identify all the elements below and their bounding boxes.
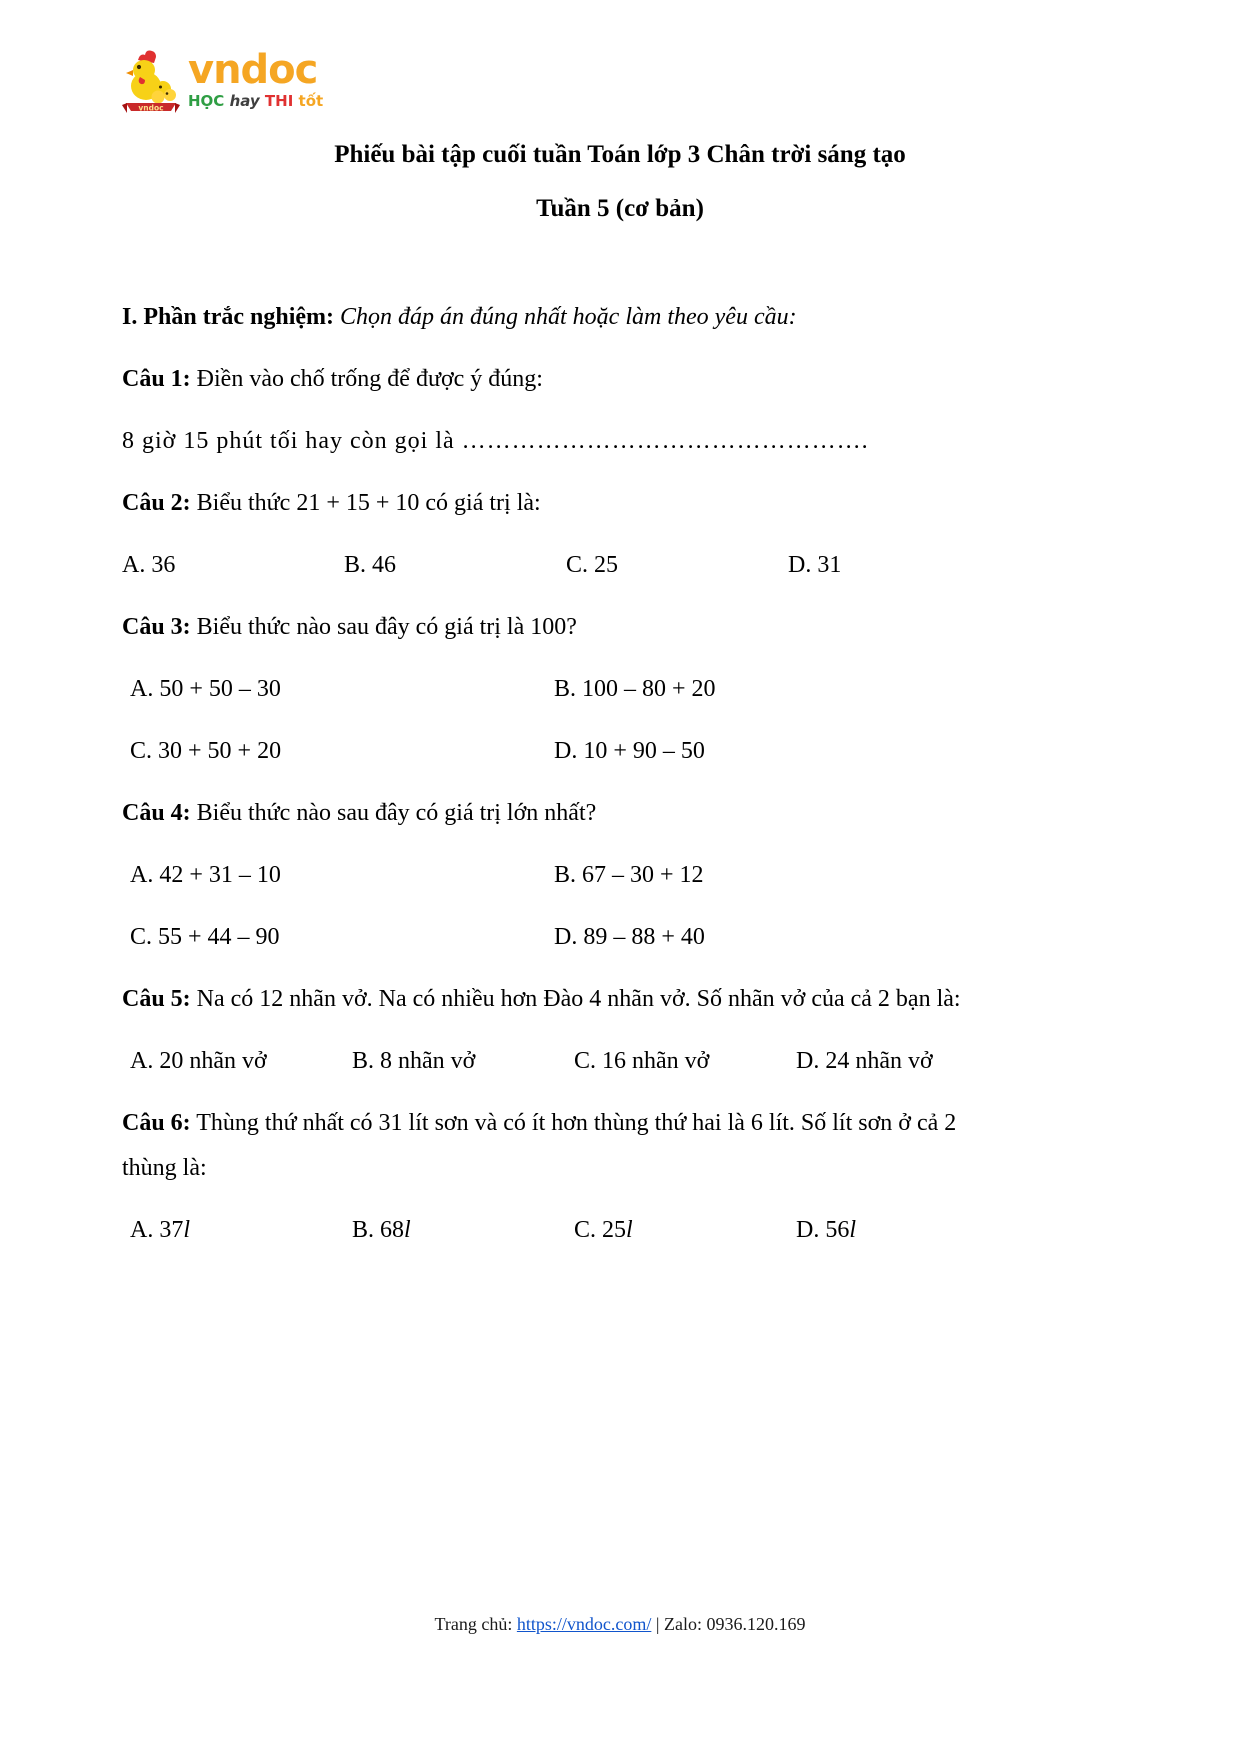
question-4-option-c[interactable]: C. 55 + 44 – 90 (130, 924, 280, 950)
footer-homepage-link[interactable]: https://vndoc.com/ (516, 1614, 652, 1634)
tagline-hay: hay (229, 92, 260, 110)
question-3-option-c[interactable]: C. 30 + 50 + 20 (130, 738, 282, 764)
question-6-option-c[interactable] (574, 1208, 796, 1253)
document-title: Phiếu bài tập cuối tuần Toán lớp 3 Chân trời sáng tạo (334, 141, 906, 168)
section-instruction: Chọn đáp án đúng nhất hoặc làm theo yêu cầu: (340, 304, 797, 330)
worksheet-body (122, 295, 1002, 1270)
question-6-option-a-unit: l (183, 1217, 191, 1243)
question-3-label: Câu 3: (122, 614, 191, 640)
logo-tagline (188, 92, 323, 110)
question-6-option-a-value: A. 37 (130, 1217, 184, 1243)
question-5-text: Na có 12 nhãn vở. Na có nhiều hơn Đào 4 nhãn vở. Số nhãn vở của cả 2 bạn là: (196, 986, 961, 1012)
question-6-text: Thùng thứ nhất có 31 lít sơn và có ít hơn thùng thứ hai là 6 lít. Số lít sơn ở cả 2 thùng là: (122, 1110, 957, 1181)
question-3-options-row-2 (122, 729, 1002, 774)
page-footer (0, 1612, 1240, 1636)
question-3-options-row-1 (122, 667, 1002, 712)
question-5-option-a[interactable]: A. 20 nhãn vở (130, 1048, 267, 1074)
question-3-option-a[interactable]: A. 50 + 50 – 30 (130, 676, 281, 702)
question-6 (122, 1101, 1002, 1191)
question-5-options (122, 1039, 1002, 1084)
question-2-option-c[interactable]: C. 25 (566, 552, 619, 578)
question-2-label: Câu 2: (122, 490, 191, 516)
question-4-label: Câu 4: (122, 800, 191, 826)
question-6-options (122, 1208, 1002, 1253)
footer-prefix: Trang chủ: (434, 1614, 517, 1634)
rooster-mascot-icon (120, 46, 182, 118)
svg-text:vndoc: vndoc (138, 103, 164, 113)
question-2-option-d[interactable]: D. 31 (788, 552, 842, 578)
section-label: I. Phần trắc nghiệm: (122, 304, 334, 330)
question-5-option-c[interactable]: C. 16 nhãn vở (574, 1048, 710, 1074)
question-4-option-b[interactable]: B. 67 – 30 + 12 (554, 862, 704, 888)
question-6-option-a[interactable] (130, 1208, 352, 1253)
question-3-option-d[interactable]: D. 10 + 90 – 50 (554, 738, 705, 764)
question-6-option-d-unit: l (849, 1217, 857, 1243)
question-2-option-b[interactable]: B. 46 (344, 552, 397, 578)
section-heading (122, 295, 1002, 340)
question-3-option-b[interactable]: B. 100 – 80 + 20 (554, 676, 716, 702)
document-subtitle: Tuần 5 (cơ bản) (536, 195, 704, 222)
question-6-option-b-value: B. 68 (352, 1217, 405, 1243)
question-2-text: Biểu thức 21 + 15 + 10 có giá trị là: (196, 490, 541, 516)
vndoc-logo[interactable] (120, 46, 323, 124)
question-5-option-b[interactable]: B. 8 nhãn vở (352, 1048, 476, 1074)
question-4-options-row-2 (122, 915, 1002, 960)
question-1-fill-prompt: 8 giờ 15 phút tối hay còn gọi là …………………………………………. (122, 428, 869, 454)
question-2-option-a[interactable]: A. 36 (122, 552, 176, 578)
question-6-label: Câu 6: (122, 1110, 191, 1136)
question-2 (122, 481, 1002, 526)
tagline-tot: tốt (298, 92, 324, 110)
footer-suffix: | Zalo: 0936.120.169 (651, 1614, 806, 1634)
question-4 (122, 791, 1002, 836)
question-3 (122, 605, 1002, 650)
tagline-hoc: HỌC (188, 92, 225, 110)
question-1-text: Điền vào chố trống để được ý đúng: (196, 366, 543, 392)
question-6-option-c-value: C. 25 (574, 1217, 627, 1243)
question-6-option-d-value: D. 56 (796, 1217, 850, 1243)
question-6-option-b-unit: l (404, 1217, 411, 1243)
question-3-text: Biểu thức nào sau đây có giá trị là 100? (196, 614, 577, 640)
question-6-option-d[interactable] (796, 1208, 1002, 1253)
question-4-text: Biểu thức nào sau đây có giá trị lớn nhất? (196, 800, 597, 826)
question-6-option-c-unit: l (626, 1217, 633, 1243)
question-4-option-a[interactable]: A. 42 + 31 – 10 (130, 862, 281, 888)
question-4-option-d[interactable]: D. 89 – 88 + 40 (554, 924, 705, 950)
question-1 (122, 357, 1002, 402)
question-5-option-d[interactable]: D. 24 nhãn vở (796, 1048, 933, 1074)
question-2-options (122, 543, 1002, 588)
question-6-option-b[interactable] (352, 1208, 574, 1253)
logo-wordmark: vndoc (188, 47, 318, 93)
tagline-thi: THI (264, 92, 294, 110)
question-1-label: Câu 1: (122, 366, 191, 392)
question-4-options-row-1 (122, 853, 1002, 898)
question-5-label: Câu 5: (122, 986, 191, 1012)
question-5 (122, 977, 1002, 1022)
